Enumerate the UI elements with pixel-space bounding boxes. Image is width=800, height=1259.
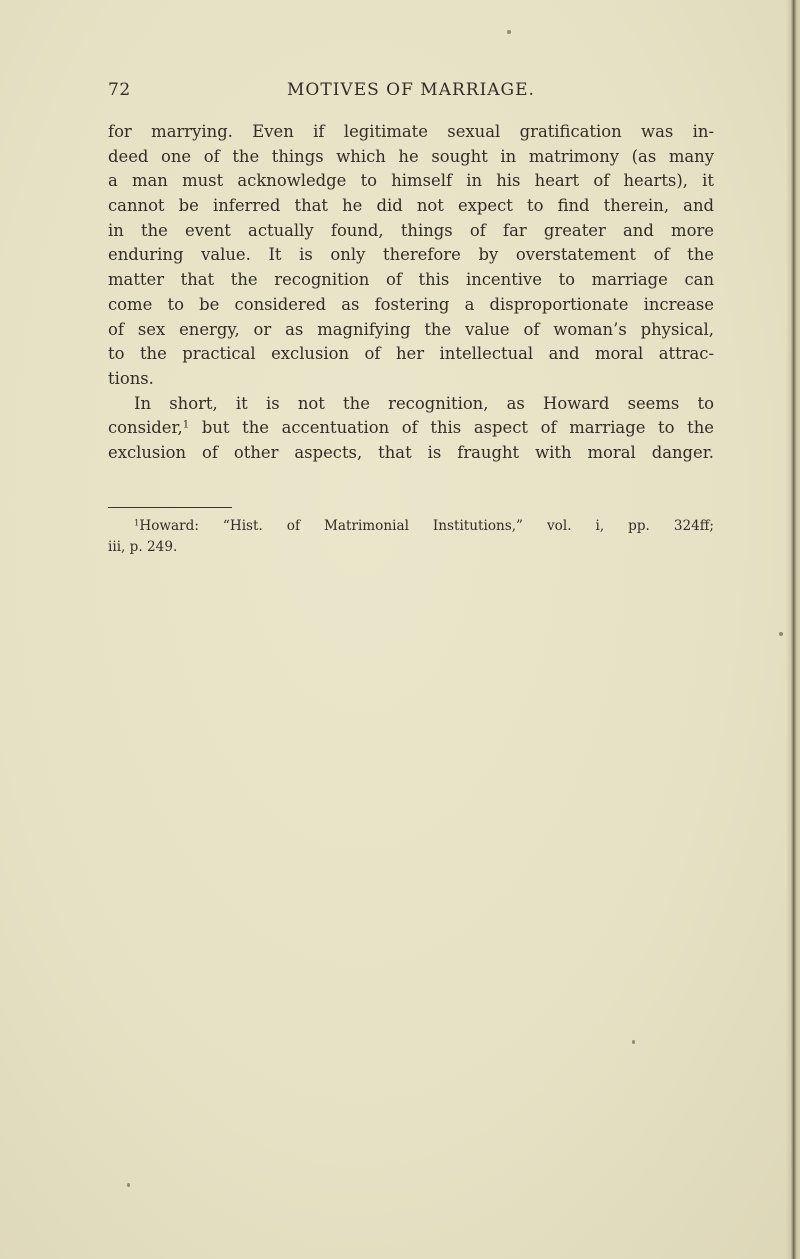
- body-text: [108, 120, 714, 466]
- text-line: of sex energy, or as magnifying the value of woman’s physical,: [108, 319, 714, 339]
- text-line: tions.: [108, 368, 154, 388]
- page-number: 72: [108, 80, 131, 100]
- text-line: a man must acknowledge to himself in his heart of hearts), it: [108, 171, 714, 191]
- paper-speck: [779, 632, 783, 636]
- text-line: exclusion of other aspects, that is fraught with moral danger.: [108, 442, 714, 462]
- footnote-line: [108, 516, 714, 537]
- page-heading: MOTIVES OF MARRIAGE.: [287, 80, 535, 100]
- footnote-divider: [108, 507, 232, 508]
- footnote-line: iii, p. 249.: [108, 539, 178, 555]
- text-line: in the event actually found, things of far greater and more: [108, 220, 714, 240]
- text-fragment: but the accentuation of this aspect of marriage to the: [189, 418, 714, 438]
- text-line: to the practical exclusion of her intellectual and moral attrac-: [108, 344, 714, 364]
- footnote: [108, 516, 714, 558]
- text-line: enduring value. It is only therefore by overstatement of the: [108, 245, 714, 265]
- footnote-mark: 1: [134, 517, 140, 528]
- footnote-text: Howard: “Hist. of Matrimonial Institutions,” vol. i, pp. 324ff;: [139, 518, 714, 534]
- page-edge-shadow: [786, 0, 800, 1259]
- text-fragment: consider,: [108, 418, 183, 438]
- text-line: for marrying. Even if legitimate sexual gratification was in-: [108, 122, 714, 141]
- paper-speck: [127, 1183, 130, 1187]
- text-line: come to be considered as fostering a disproportionate increase: [108, 294, 714, 314]
- paper-speck: [632, 1040, 635, 1044]
- footnote-reference[interactable]: 1: [182, 419, 190, 431]
- text-line: In short, it is not the recognition, as Howard seems to: [134, 393, 714, 413]
- text-line: [108, 416, 714, 441]
- text-line: cannot be inferred that he did not expect to find therein, and: [108, 196, 714, 216]
- text-line: deed one of the things which he sought in matrimony (as many: [108, 146, 714, 166]
- paper-speck: [507, 30, 511, 34]
- text-line: matter that the recognition of this incentive to marriage can: [108, 270, 714, 290]
- running-head: [108, 80, 714, 110]
